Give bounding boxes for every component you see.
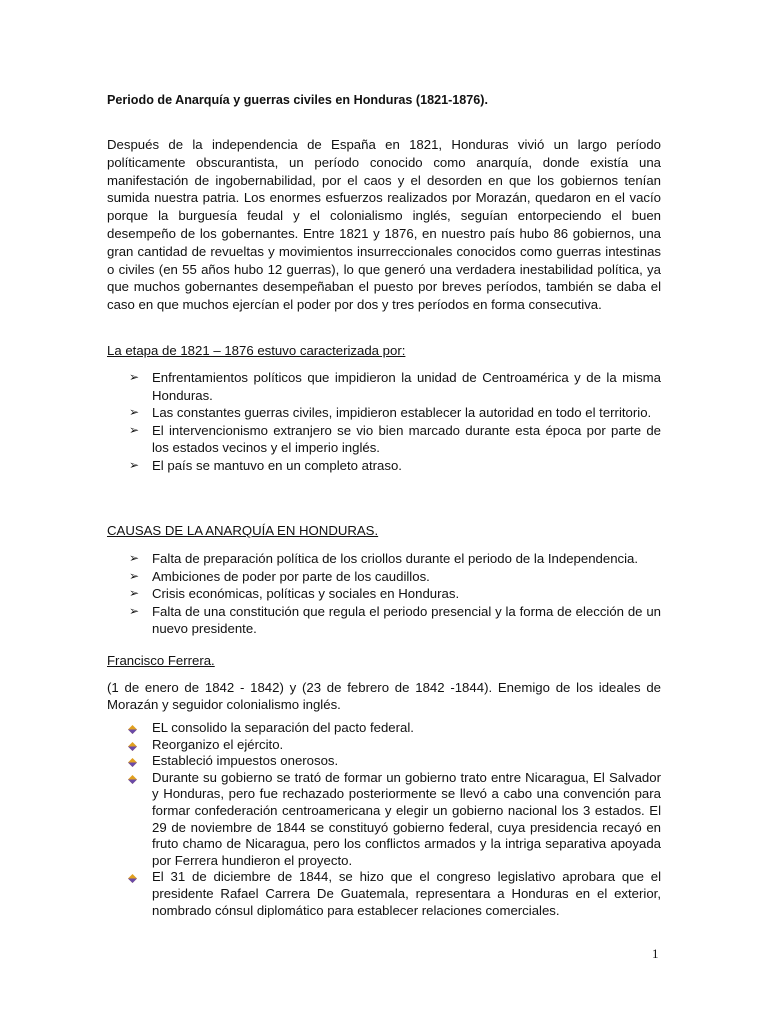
list-item xyxy=(107,568,661,586)
arrowhead-bullet-icon xyxy=(129,603,139,621)
colored-diamond-bullet-icon xyxy=(128,775,137,784)
arrowhead-bullet-icon xyxy=(129,457,139,475)
list-item xyxy=(107,422,661,457)
list-item-text: El país se mantuvo en un completo atraso. xyxy=(152,457,402,473)
list-item-text: El intervencionismo extranjero se vio bien marcado durante esta época por parte de los estados vecinos y el imperio inglés. xyxy=(152,422,661,455)
arrowhead-bullet-icon xyxy=(129,585,139,603)
list-item-text: Falta de preparación política de los criollos durante el periodo de la Independencia. xyxy=(152,551,639,566)
colored-diamond-bullet-icon xyxy=(128,758,137,767)
intro-paragraph: Después de la independencia de España en 1821, Honduras vivió un largo período políticamente obscurantista, un período conocido como anarquía, donde existía una manifestación de ingobernabilidad, por el caos y el desorden en que los gobiernos tenían sumida nuestra patria. Los enormes esfuerzos realizados por Morazán, quedaron en el vacío porque la burguesía feudal y el colonialismo inglés, seguían entorpeciendo el buen desempeño de los gobernantes. Entre 1821 y 1876, en nuestro país hubo 86 gobiernos, una gran cantidad de revueltas y movimientos insurreccionales conocidos como guerras intestinas o civiles (en 55 años hubo 12 guerras), lo que generó una verdadera inestabilidad política, ya que muchos gobernantes desempeñaban el puesto por breves períodos, también se daba el caso en que muchos ejercían el poder por dos y tres períodos en forma consecutiva. xyxy=(107,137,661,313)
list-item xyxy=(107,585,661,603)
ferrera-list xyxy=(107,720,661,919)
colored-diamond-bullet-icon xyxy=(128,725,137,734)
etapa-heading: La etapa de 1821 – 1876 estuvo caracterizada por: xyxy=(107,343,406,358)
list-item xyxy=(107,753,661,770)
list-item xyxy=(107,457,661,475)
list-item xyxy=(107,603,661,638)
list-item-text: Estableció impuestos onerosos. xyxy=(152,753,339,769)
list-item-text: Enfrentamientos políticos que impidieron la unidad de Centroamérica y de la misma Honduras. xyxy=(152,370,661,403)
list-item xyxy=(107,404,661,422)
list-item xyxy=(107,550,661,568)
list-item-text: Falta de una constitución que regula el periodo presencial y la forma de elección de un nuevo presidente. xyxy=(152,603,661,636)
list-item-text: Durante su gobierno se trató de formar un gobierno trato entre Nicaragua, El Salvador y Honduras, pero fue rechazado posteriormente se llevó a cabo una convención para formar confederación centroamericana y elegir un gobierno nacional los 3 estados. El 29 de noviembre de 1844 se constituyó gobierno federal, cuya presidencia recayó en fruto chamo de Nicaragua, pero los conflictos armados y la intriga separativa apoyada por Ferrera hundieron el proyecto. xyxy=(152,769,661,868)
list-item-text: Ambiciones de poder por parte de los caudillos. xyxy=(152,568,430,584)
arrowhead-bullet-icon xyxy=(129,369,139,387)
list-item-text: EL consolido la separación del pacto federal. xyxy=(152,720,414,735)
arrowhead-bullet-icon xyxy=(129,404,139,422)
list-item xyxy=(107,737,661,754)
list-item-text: Reorganizo el ejército. xyxy=(152,736,284,752)
list-item-text: Las constantes guerras civiles, impidieron establecer la autoridad en todo el territorio. xyxy=(152,405,652,420)
ferrera-heading: Francisco Ferrera. xyxy=(107,653,215,668)
list-item xyxy=(107,369,661,404)
list-item-text: El 31 de diciembre de 1844, se hizo que el congreso legislativo aprobara que el presidente Rafael Carrera De Guatemala, representara a Honduras en el exterior, nombrado cónsul diplomático para establecer relaciones comerciales. xyxy=(152,869,661,918)
page-number: 1 xyxy=(652,946,659,961)
document-title: Periodo de Anarquía y guerras civiles en Honduras (1821-1876). xyxy=(107,93,488,107)
arrowhead-bullet-icon xyxy=(129,422,139,440)
list-item xyxy=(107,720,661,737)
ferrera-paragraph: (1 de enero de 1842 - 1842) y (23 de febrero de 1842 -1844). Enemigo de los ideales de Morazán y seguidor colonialismo inglés. xyxy=(107,680,661,712)
causas-heading: CAUSAS DE LA ANARQUÍA EN HONDURAS. xyxy=(107,523,379,538)
colored-diamond-bullet-icon xyxy=(128,874,137,883)
list-item xyxy=(107,770,661,870)
etapa-list xyxy=(107,369,661,474)
list-item xyxy=(107,869,661,919)
arrowhead-bullet-icon xyxy=(129,568,139,586)
colored-diamond-bullet-icon xyxy=(128,742,137,751)
causas-list xyxy=(107,550,661,638)
arrowhead-bullet-icon xyxy=(129,550,139,568)
list-item-text: Crisis económicas, políticas y sociales en Honduras. xyxy=(152,586,460,601)
